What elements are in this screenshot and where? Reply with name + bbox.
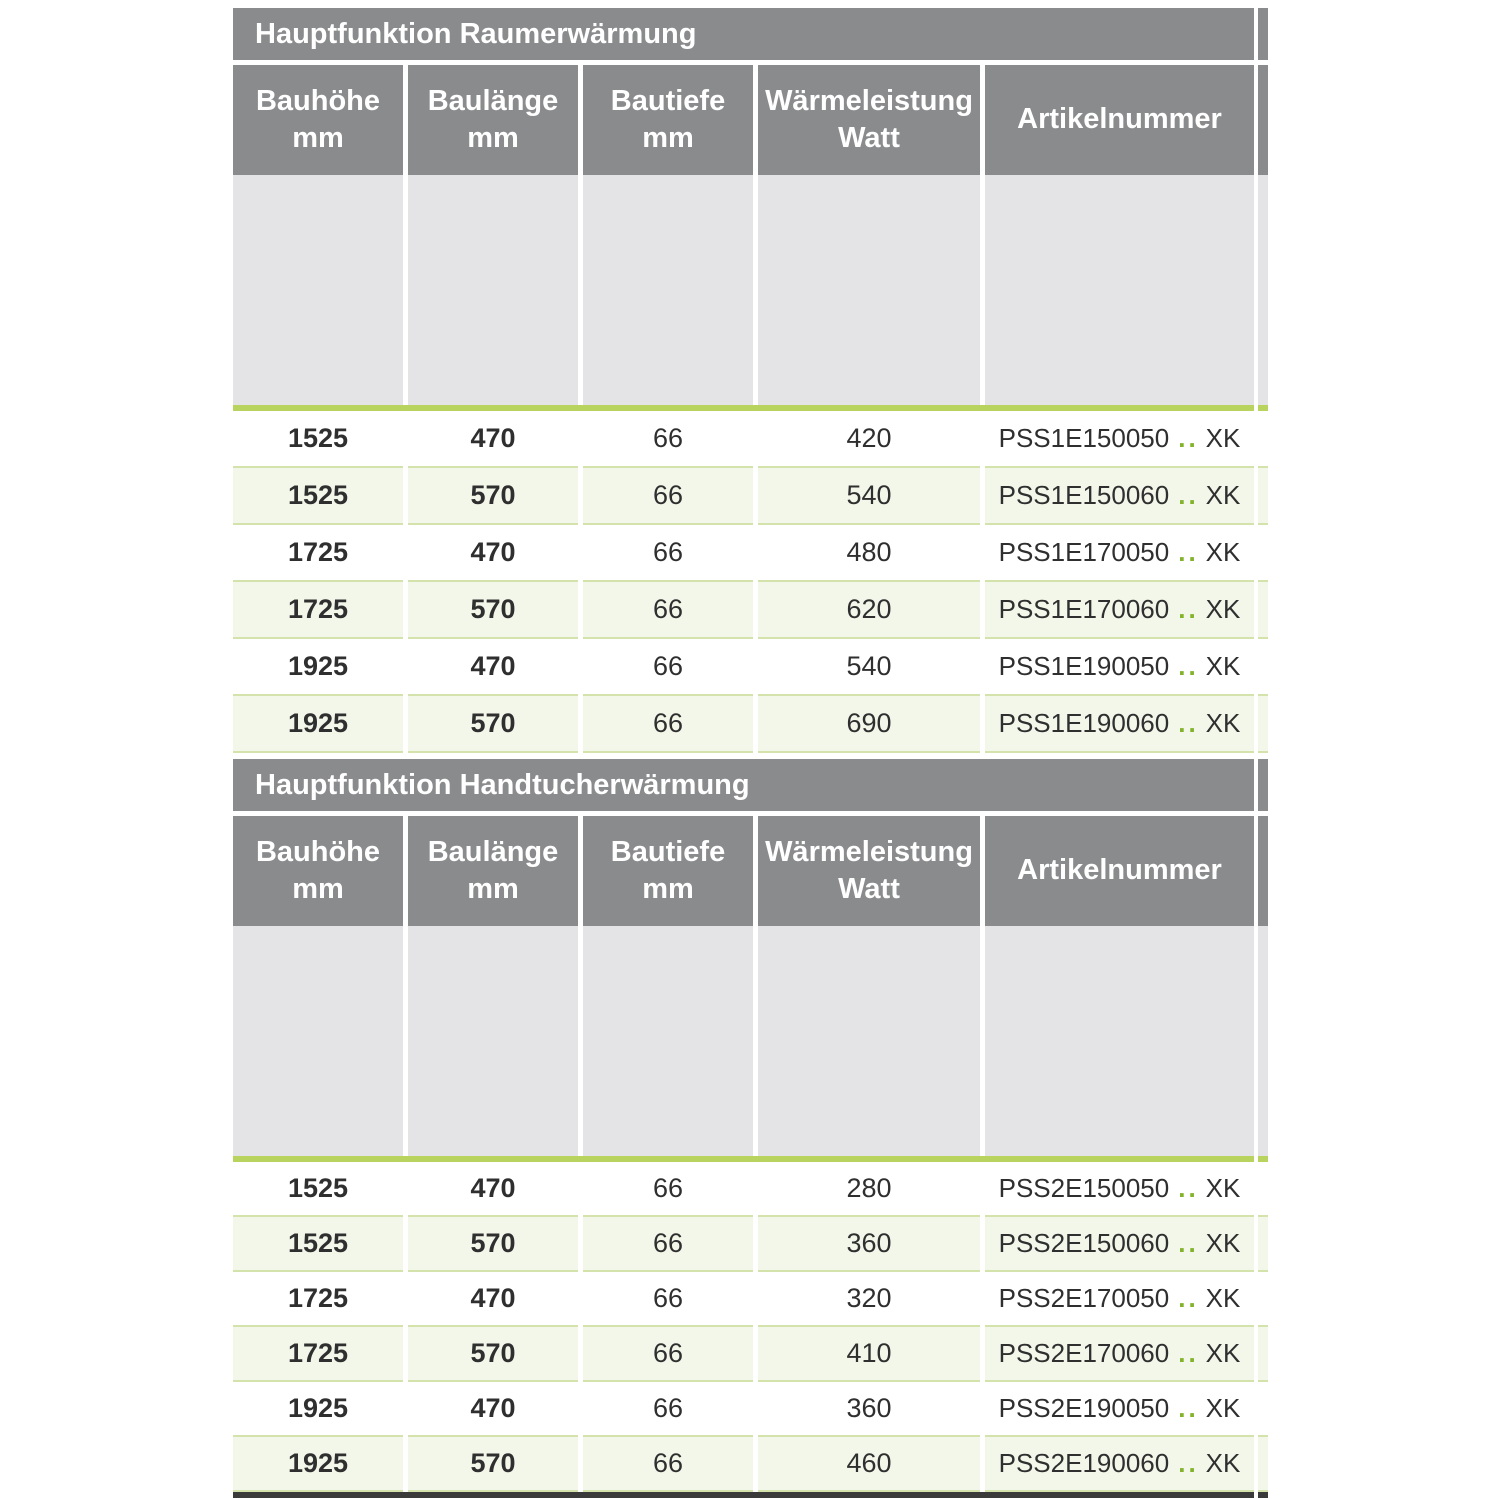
artikel-placeholder-dots: ..	[1178, 537, 1199, 567]
column-header-baulaenge	[408, 65, 578, 175]
column-header-bautiefe	[583, 816, 753, 926]
artikel-suffix: XK	[1205, 537, 1241, 567]
artikel-number: PSS2E190050	[998, 1393, 1170, 1423]
cell-bauhoehe: 1525	[233, 1162, 403, 1217]
artikel-placeholder-dots: ..	[1178, 1228, 1199, 1258]
cutoff-column-strip	[1258, 1272, 1268, 1327]
cell-waermeleistung: 690	[758, 696, 980, 753]
cell-waermeleistung: 410	[758, 1327, 980, 1382]
column-header-bauhoehe	[233, 65, 403, 175]
image-placeholder	[233, 926, 403, 1156]
table-title-row	[233, 8, 1268, 60]
image-placeholder	[408, 175, 578, 405]
header-line1: Bauhöhe	[255, 835, 381, 868]
cell-bautiefe: 66	[583, 468, 753, 525]
artikel-suffix: XK	[1205, 1283, 1241, 1313]
cell-waermeleistung: 360	[758, 1217, 980, 1272]
artikel-number: PSS2E150050	[998, 1173, 1170, 1203]
image-placeholder	[758, 926, 980, 1156]
cutoff-column-strip	[1258, 759, 1268, 811]
cell-waermeleistung: 320	[758, 1272, 980, 1327]
cell-bauhoehe: 1525	[233, 411, 403, 468]
cell-artikelnummer	[985, 582, 1254, 639]
table-bottom-border-row	[233, 1492, 1268, 1498]
cell-baulaenge: 470	[408, 1382, 578, 1437]
artikel-suffix: XK	[1205, 708, 1241, 738]
cell-artikelnummer	[985, 1327, 1254, 1382]
table-title-bar	[233, 759, 1254, 811]
cell-bauhoehe: 1925	[233, 696, 403, 753]
artikel-placeholder-dots: ..	[1178, 1283, 1199, 1313]
cell-baulaenge: 470	[408, 639, 578, 696]
header-line1: Baulänge	[427, 835, 559, 868]
table-row	[233, 468, 1268, 525]
cell-bauhoehe: 1725	[233, 1327, 403, 1382]
cutoff-column-strip	[1258, 816, 1268, 926]
cell-waermeleistung: 480	[758, 525, 980, 582]
cell-baulaenge: 570	[408, 696, 578, 753]
cutoff-column-strip	[1258, 1437, 1268, 1492]
cell-bautiefe: 66	[583, 411, 753, 468]
table-row	[233, 1217, 1268, 1272]
table-title-row	[233, 759, 1268, 811]
image-placeholder	[408, 926, 578, 1156]
column-header-row	[233, 816, 1268, 926]
cell-bauhoehe: 1725	[233, 582, 403, 639]
cell-baulaenge: 470	[408, 1162, 578, 1217]
table-row	[233, 1382, 1268, 1437]
cell-waermeleistung: 460	[758, 1437, 980, 1492]
header-line1: Baulänge	[427, 84, 559, 117]
column-header-bautiefe	[583, 65, 753, 175]
cell-bautiefe: 66	[583, 582, 753, 639]
header-line1: Artikelnummer	[1017, 854, 1222, 887]
header-line2: mm	[292, 873, 344, 905]
cell-bautiefe: 66	[583, 1217, 753, 1272]
cell-baulaenge: 570	[408, 1437, 578, 1492]
cell-waermeleistung: 280	[758, 1162, 980, 1217]
artikel-number: PSS2E190060	[998, 1448, 1170, 1478]
table-row	[233, 639, 1268, 696]
cell-artikelnummer	[985, 1437, 1254, 1492]
cutoff-column-strip	[1258, 1492, 1268, 1498]
cutoff-column-strip	[1258, 582, 1268, 639]
table-row	[233, 1437, 1268, 1492]
table-row	[233, 582, 1268, 639]
image-placeholder	[985, 926, 1254, 1156]
artikel-number: PSS1E150050	[998, 423, 1170, 453]
column-header-row	[233, 65, 1268, 175]
cell-bauhoehe: 1925	[233, 1382, 403, 1437]
cell-waermeleistung: 540	[758, 468, 980, 525]
cell-baulaenge: 570	[408, 1327, 578, 1382]
table-title: Hauptfunktion Raumerwärmung	[255, 17, 697, 50]
header-line1: Bauhöhe	[255, 84, 381, 117]
artikel-number: PSS1E190060	[998, 708, 1170, 738]
cell-bauhoehe: 1725	[233, 1272, 403, 1327]
artikel-suffix: XK	[1205, 1393, 1241, 1423]
header-line2: mm	[642, 873, 694, 905]
header-line2: Watt	[838, 122, 900, 154]
cell-artikelnummer	[985, 525, 1254, 582]
cutoff-column-strip	[1258, 1162, 1268, 1217]
artikel-number: PSS1E170060	[998, 594, 1170, 624]
artikel-placeholder-dots: ..	[1178, 594, 1199, 624]
artikel-number: PSS1E150060	[998, 480, 1170, 510]
artikel-number: PSS1E170050	[998, 537, 1170, 567]
header-line1: Wärmeleistung	[765, 84, 973, 117]
artikel-placeholder-dots: ..	[1178, 1173, 1199, 1203]
artikel-suffix: XK	[1205, 1448, 1241, 1478]
cutoff-column-strip	[1258, 411, 1268, 468]
cutoff-column-strip	[1258, 639, 1268, 696]
header-line1: Wärmeleistung	[765, 835, 973, 868]
column-header-artikelnummer	[985, 65, 1254, 175]
cutoff-column-strip	[1258, 1217, 1268, 1272]
table-title: Hauptfunktion Handtucherwärmung	[255, 768, 750, 801]
cell-waermeleistung: 420	[758, 411, 980, 468]
cell-bauhoehe: 1925	[233, 1437, 403, 1492]
artikel-placeholder-dots: ..	[1178, 708, 1199, 738]
table-raumerwaermung	[233, 8, 1268, 753]
artikel-placeholder-dots: ..	[1178, 480, 1199, 510]
cell-artikelnummer	[985, 468, 1254, 525]
cell-bauhoehe: 1925	[233, 639, 403, 696]
column-header-bauhoehe	[233, 816, 403, 926]
cutoff-column-strip	[1258, 926, 1268, 1156]
cutoff-column-strip	[1258, 468, 1268, 525]
table-bottom-border	[233, 1492, 1254, 1498]
header-line2: mm	[642, 122, 694, 154]
cell-artikelnummer	[985, 639, 1254, 696]
cutoff-column-strip	[1258, 65, 1268, 175]
cell-bautiefe: 66	[583, 696, 753, 753]
header-line2: Watt	[838, 873, 900, 905]
image-placeholder	[583, 926, 753, 1156]
artikel-number: PSS1E190050	[998, 651, 1170, 681]
header-line1: Artikelnummer	[1017, 103, 1222, 136]
artikel-placeholder-dots: ..	[1178, 423, 1199, 453]
cell-bautiefe: 66	[583, 1327, 753, 1382]
cell-artikelnummer	[985, 1272, 1254, 1327]
cell-artikelnummer	[985, 696, 1254, 753]
image-placeholder-row	[233, 926, 1268, 1156]
cell-baulaenge: 570	[408, 582, 578, 639]
artikel-placeholder-dots: ..	[1178, 1448, 1199, 1478]
tables-area	[233, 8, 1268, 1500]
artikel-placeholder-dots: ..	[1178, 651, 1199, 681]
table-row	[233, 525, 1268, 582]
cutoff-column-strip	[1258, 696, 1268, 753]
cell-baulaenge: 470	[408, 525, 578, 582]
cell-baulaenge: 470	[408, 1272, 578, 1327]
artikel-suffix: XK	[1205, 1173, 1241, 1203]
cell-artikelnummer	[985, 1162, 1254, 1217]
header-line1: Bautiefe	[610, 84, 726, 117]
table-row	[233, 1162, 1268, 1217]
table-handtucherwaermung	[233, 759, 1268, 1498]
header-line2: mm	[467, 122, 519, 154]
artikel-number: PSS2E150060	[998, 1228, 1170, 1258]
cutoff-column-strip	[1258, 8, 1268, 60]
cell-bauhoehe: 1525	[233, 1217, 403, 1272]
image-placeholder	[758, 175, 980, 405]
cell-bautiefe: 66	[583, 1382, 753, 1437]
artikel-number: PSS2E170050	[998, 1283, 1170, 1313]
cutoff-column-strip	[1258, 1382, 1268, 1437]
image-placeholder	[583, 175, 753, 405]
cell-waermeleistung: 540	[758, 639, 980, 696]
header-line2: mm	[292, 122, 344, 154]
header-line1: Bautiefe	[610, 835, 726, 868]
table-row	[233, 1272, 1268, 1327]
header-line2: mm	[467, 873, 519, 905]
artikel-suffix: XK	[1205, 594, 1241, 624]
cell-artikelnummer	[985, 1217, 1254, 1272]
cutoff-column-strip	[1258, 525, 1268, 582]
artikel-suffix: XK	[1205, 423, 1241, 453]
column-header-waermeleistung	[758, 65, 980, 175]
artikel-number: PSS2E170060	[998, 1338, 1170, 1368]
data-rows-handtucherwaermung	[233, 1162, 1268, 1492]
artikel-placeholder-dots: ..	[1178, 1393, 1199, 1423]
cell-artikelnummer	[985, 411, 1254, 468]
cell-waermeleistung: 620	[758, 582, 980, 639]
cell-bauhoehe: 1525	[233, 468, 403, 525]
image-placeholder	[985, 175, 1254, 405]
cell-bautiefe: 66	[583, 1437, 753, 1492]
cell-bautiefe: 66	[583, 1272, 753, 1327]
table-row	[233, 1327, 1268, 1382]
artikel-suffix: XK	[1205, 1228, 1241, 1258]
artikel-suffix: XK	[1205, 480, 1241, 510]
data-rows-raumerwaermung	[233, 411, 1268, 753]
image-placeholder	[233, 175, 403, 405]
table-title-bar	[233, 8, 1254, 60]
column-header-artikelnummer	[985, 816, 1254, 926]
cell-bautiefe: 66	[583, 639, 753, 696]
cell-artikelnummer	[985, 1382, 1254, 1437]
cutoff-column-strip	[1258, 1327, 1268, 1382]
image-placeholder-row	[233, 175, 1268, 405]
cell-baulaenge: 570	[408, 468, 578, 525]
cell-waermeleistung: 360	[758, 1382, 980, 1437]
cell-bautiefe: 66	[583, 1162, 753, 1217]
column-header-waermeleistung	[758, 816, 980, 926]
artikel-suffix: XK	[1205, 651, 1241, 681]
artikel-placeholder-dots: ..	[1178, 1338, 1199, 1368]
cell-bauhoehe: 1725	[233, 525, 403, 582]
cutoff-column-strip	[1258, 175, 1268, 405]
cell-baulaenge: 470	[408, 411, 578, 468]
cell-bautiefe: 66	[583, 525, 753, 582]
table-row	[233, 696, 1268, 753]
table-row	[233, 411, 1268, 468]
column-header-baulaenge	[408, 816, 578, 926]
artikel-suffix: XK	[1205, 1338, 1241, 1368]
cell-baulaenge: 570	[408, 1217, 578, 1272]
